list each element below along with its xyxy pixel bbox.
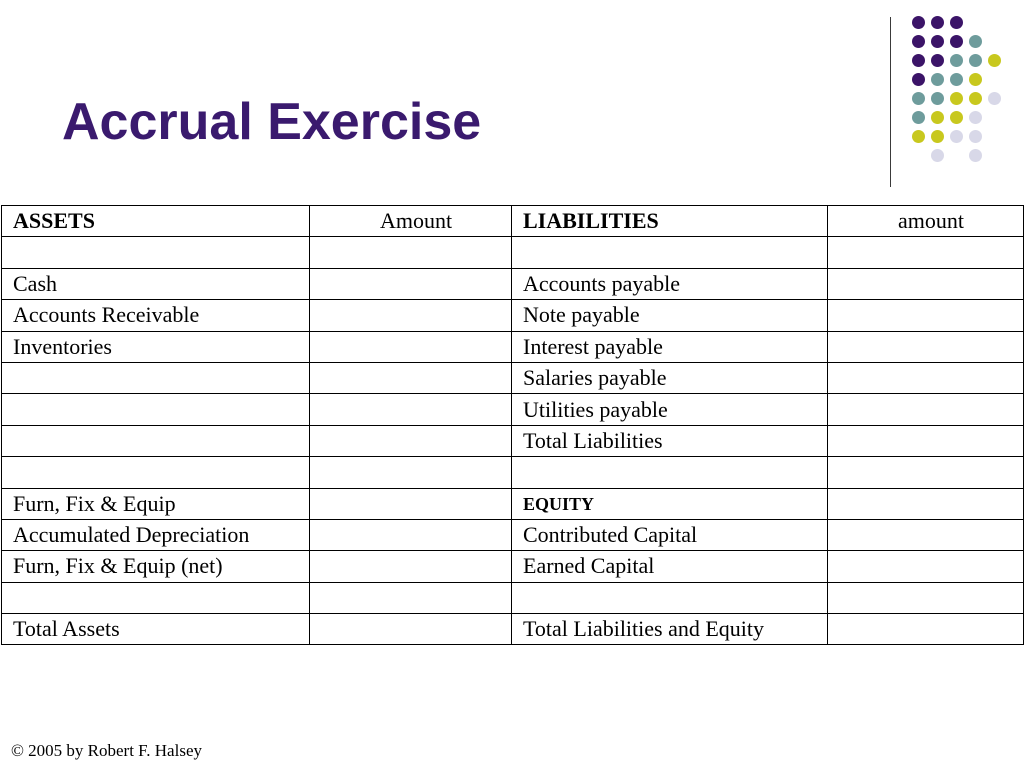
decorative-dot xyxy=(950,16,963,29)
liability-amount-cell xyxy=(828,331,1024,362)
liability-label-cell: Contributed Capital xyxy=(512,519,828,550)
table-row xyxy=(2,582,1024,613)
liability-amount-cell xyxy=(828,362,1024,393)
liability-label-cell: Interest payable xyxy=(512,331,828,362)
balance-sheet-table xyxy=(1,205,1024,645)
asset-label-cell: Furn, Fix & Equip xyxy=(2,488,310,519)
decorative-dot xyxy=(969,35,982,48)
slide-title: Accrual Exercise xyxy=(62,93,482,151)
liability-amount-cell xyxy=(828,300,1024,331)
decorative-dot xyxy=(950,130,963,143)
decorative-dot xyxy=(912,149,925,162)
decorative-dot xyxy=(988,73,1001,86)
liability-label-cell: Earned Capital xyxy=(512,551,828,582)
decorative-dot xyxy=(988,35,1001,48)
table-row xyxy=(2,362,1024,393)
decorative-dot xyxy=(988,16,1001,29)
decorative-dot xyxy=(912,92,925,105)
title-divider-line xyxy=(890,17,891,187)
decorative-dot xyxy=(912,35,925,48)
asset-label-cell xyxy=(2,237,310,268)
decorative-dot xyxy=(950,111,963,124)
decorative-dot xyxy=(950,92,963,105)
asset-label-cell: Inventories xyxy=(2,331,310,362)
asset-label-cell xyxy=(2,457,310,488)
table-row xyxy=(2,457,1024,488)
decorative-dot xyxy=(988,54,1001,67)
decorative-dot xyxy=(950,149,963,162)
decorative-dot xyxy=(931,130,944,143)
liability-amount-cell xyxy=(828,551,1024,582)
table-row xyxy=(2,237,1024,268)
asset-amount-cell xyxy=(310,237,512,268)
asset-label-cell: Total Assets xyxy=(2,614,310,645)
table-row xyxy=(2,551,1024,582)
liability-amount-cell xyxy=(828,237,1024,268)
liability-amount-cell xyxy=(828,268,1024,299)
asset-amount-cell xyxy=(310,394,512,425)
decorative-dot xyxy=(950,35,963,48)
asset-amount-cell xyxy=(310,268,512,299)
decorative-dot xyxy=(988,130,1001,143)
asset-label-cell xyxy=(2,425,310,456)
liability-label-cell: Salaries payable xyxy=(512,362,828,393)
asset-label-cell: Accounts Receivable xyxy=(2,300,310,331)
decorative-dot xyxy=(988,92,1001,105)
liability-amount-cell xyxy=(828,394,1024,425)
liabilities-header: LIABILITIES xyxy=(512,206,828,237)
liability-amount-cell xyxy=(828,582,1024,613)
liability-amount-header: amount xyxy=(828,206,1024,237)
table-row xyxy=(2,268,1024,299)
liability-label-cell: Total Liabilities and Equity xyxy=(512,614,828,645)
liability-label-cell xyxy=(512,582,828,613)
liability-amount-cell xyxy=(828,519,1024,550)
asset-amount-header: Amount xyxy=(310,206,512,237)
asset-amount-cell xyxy=(310,614,512,645)
decorative-dot xyxy=(969,149,982,162)
decorative-dot xyxy=(931,111,944,124)
liability-label-cell: EQUITY xyxy=(512,488,828,519)
decorative-dot xyxy=(912,73,925,86)
asset-label-cell xyxy=(2,394,310,425)
table-row xyxy=(2,425,1024,456)
asset-label-cell xyxy=(2,582,310,613)
asset-label-cell: Furn, Fix & Equip (net) xyxy=(2,551,310,582)
decorative-dot xyxy=(931,73,944,86)
asset-amount-cell xyxy=(310,300,512,331)
decorative-dot xyxy=(931,35,944,48)
asset-amount-cell xyxy=(310,582,512,613)
asset-amount-cell xyxy=(310,425,512,456)
liability-amount-cell xyxy=(828,425,1024,456)
table-row xyxy=(2,331,1024,362)
table-row xyxy=(2,519,1024,550)
decorative-dot xyxy=(969,54,982,67)
decorative-dot xyxy=(912,130,925,143)
liability-amount-cell xyxy=(828,488,1024,519)
asset-amount-cell xyxy=(310,331,512,362)
table-row xyxy=(2,614,1024,645)
decorative-dot xyxy=(950,54,963,67)
table-row xyxy=(2,394,1024,425)
decorative-dot xyxy=(950,73,963,86)
liability-amount-cell xyxy=(828,614,1024,645)
decorative-dot xyxy=(912,111,925,124)
table-header-row xyxy=(2,206,1024,237)
liability-label-cell: Accounts payable xyxy=(512,268,828,299)
table-row xyxy=(2,488,1024,519)
asset-label-cell: Cash xyxy=(2,268,310,299)
copyright-footer: © 2005 by Robert F. Halsey xyxy=(11,741,202,760)
decorative-dot xyxy=(969,92,982,105)
asset-amount-cell xyxy=(310,457,512,488)
decorative-dot xyxy=(931,92,944,105)
asset-amount-cell xyxy=(310,551,512,582)
table-row xyxy=(2,300,1024,331)
asset-label-cell: Accumulated Depreciation xyxy=(2,519,310,550)
decorative-dot xyxy=(912,16,925,29)
liability-label-cell: Utilities payable xyxy=(512,394,828,425)
assets-header: ASSETS xyxy=(2,206,310,237)
decorative-dot xyxy=(969,16,982,29)
asset-amount-cell xyxy=(310,362,512,393)
liability-label-cell xyxy=(512,457,828,488)
asset-amount-cell xyxy=(310,488,512,519)
decorative-dot xyxy=(988,111,1001,124)
asset-label-cell xyxy=(2,362,310,393)
decorative-dot xyxy=(912,54,925,67)
liability-label-cell: Total Liabilities xyxy=(512,425,828,456)
decorative-dot xyxy=(969,73,982,86)
decorative-dot xyxy=(931,54,944,67)
decorative-dot-grid xyxy=(912,16,1001,162)
liability-label-cell xyxy=(512,237,828,268)
decorative-dot xyxy=(969,130,982,143)
liability-amount-cell xyxy=(828,457,1024,488)
decorative-dot xyxy=(931,16,944,29)
decorative-dot xyxy=(969,111,982,124)
asset-amount-cell xyxy=(310,519,512,550)
liability-label-cell: Note payable xyxy=(512,300,828,331)
decorative-dot xyxy=(931,149,944,162)
decorative-dot xyxy=(988,149,1001,162)
